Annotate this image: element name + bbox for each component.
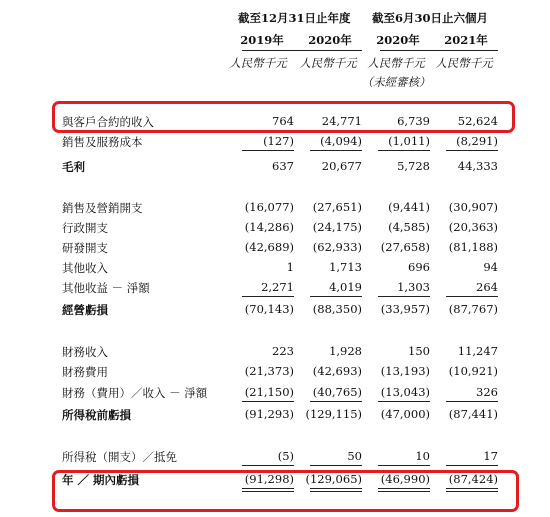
row-value: 326: [476, 385, 498, 399]
row-label: 所得稅（開支）／抵免: [62, 450, 177, 464]
row-value: 24,771: [321, 114, 362, 128]
row-value: (1,011): [388, 134, 430, 148]
row-value: 4,019: [329, 280, 362, 294]
row-value: 50: [347, 449, 362, 463]
row-label: 財務（費用）／收入 － 淨額: [62, 386, 208, 400]
unit-col3: 人民幣千元: [435, 56, 493, 70]
row-value: 696: [408, 260, 430, 274]
row-value: (81,188): [448, 240, 498, 254]
row-value: 1: [286, 260, 294, 274]
table-row: [0, 300, 550, 320]
table-row: [0, 198, 550, 218]
table-row: [0, 157, 550, 177]
header-unaudited-row: [0, 74, 550, 94]
row-label: 財務收入: [62, 345, 108, 359]
row-value: (40,765): [312, 385, 362, 399]
row-value: 20,677: [321, 159, 362, 173]
header-years: [0, 32, 550, 52]
row-value: 5,728: [397, 159, 430, 173]
row-value: (87,424): [448, 472, 498, 486]
row-value: (13,043): [380, 385, 430, 399]
row-value: (8,291): [456, 134, 498, 148]
table-row: [0, 258, 550, 278]
header-units: [0, 55, 550, 75]
table-row: [0, 342, 550, 362]
row-value: (21,373): [244, 364, 294, 378]
row-label: 銷售及營銷開支: [62, 201, 143, 215]
row-value: 1,928: [329, 344, 362, 358]
row-value: 17: [483, 449, 498, 463]
row-value: 1,303: [397, 280, 430, 294]
table-row: [0, 238, 550, 258]
row-value: 637: [272, 159, 294, 173]
unaudited-note: （未經審核）: [361, 75, 431, 89]
row-value: (88,350): [312, 302, 362, 316]
row-value: (47,000): [380, 407, 430, 421]
row-label: 財務費用: [62, 365, 108, 379]
row-value: (4,585): [388, 220, 430, 234]
highlight-loss-box: [52, 470, 519, 512]
row-value: (9,441): [388, 200, 430, 214]
unit-col0: 人民幣千元: [229, 56, 287, 70]
row-label: 其他收入: [62, 261, 108, 275]
table-row: [0, 278, 550, 298]
row-label: 所得稅前虧損: [62, 408, 131, 422]
table-row: [0, 362, 550, 382]
row-value: (91,298): [244, 472, 294, 486]
row-value: 764: [272, 114, 294, 128]
row-value: (62,933): [312, 240, 362, 254]
row-value: (127): [263, 134, 294, 148]
row-value: 6,739: [397, 114, 430, 128]
row-value: (13,193): [380, 364, 430, 378]
highlight-revenue-box: [52, 101, 515, 133]
row-value: (87,441): [448, 407, 498, 421]
header-groups: [0, 10, 550, 30]
row-value: (87,767): [448, 302, 498, 316]
row-label: 行政開支: [62, 221, 108, 235]
row-value: (14,286): [244, 220, 294, 234]
row-value: 44,333: [457, 159, 498, 173]
row-value: (21,150): [244, 385, 294, 399]
row-value: 223: [272, 344, 294, 358]
header-full-year: 截至12月31日止年度: [238, 11, 351, 25]
table-row: [0, 383, 550, 403]
row-value: 264: [476, 280, 498, 294]
unit-col2: 人民幣千元: [367, 56, 425, 70]
header-six-months: 截至6月30日止六個月: [372, 11, 489, 25]
row-value: (42,689): [244, 240, 294, 254]
row-label: 其他收益 － 淨額: [62, 281, 150, 295]
row-value: 11,247: [457, 344, 498, 358]
row-value: (10,921): [448, 364, 498, 378]
row-value: (16,077): [244, 200, 294, 214]
row-value: (27,658): [380, 240, 430, 254]
row-value: (4,094): [320, 134, 362, 148]
row-value: (27,651): [312, 200, 362, 214]
row-value: 52,624: [457, 114, 498, 128]
year-2020b: 2020年: [376, 33, 420, 47]
year-2021: 2021年: [444, 33, 488, 47]
table-row: [0, 218, 550, 238]
row-value: 150: [408, 344, 430, 358]
row-value: (129,065): [305, 472, 362, 486]
row-label: 研發開支: [62, 241, 108, 255]
row-value: 10: [415, 449, 430, 463]
row-value: (30,907): [448, 200, 498, 214]
unit-col1: 人民幣千元: [299, 56, 357, 70]
table-row: [0, 405, 550, 425]
row-value: (24,175): [312, 220, 362, 234]
table-row: [0, 447, 550, 467]
row-value: 94: [483, 260, 498, 274]
row-value: (129,115): [305, 407, 362, 421]
row-value: 2,271: [261, 280, 294, 294]
row-value: (20,363): [448, 220, 498, 234]
row-value: (91,293): [244, 407, 294, 421]
row-label: 年 ／ 期內虧損: [62, 473, 140, 487]
row-label: 經營虧損: [62, 303, 108, 317]
year-2019: 2019年: [240, 33, 284, 47]
row-value: (42,693): [312, 364, 362, 378]
row-label: 與客戶合約的收入: [62, 115, 154, 129]
row-value: (33,957): [380, 302, 430, 316]
row-value: (5): [277, 449, 294, 463]
row-label: 銷售及服務成本: [62, 135, 143, 149]
table-row: [0, 132, 550, 152]
row-value: (46,990): [380, 472, 430, 486]
row-label: 毛利: [62, 160, 85, 174]
year-2020a: 2020年: [308, 33, 352, 47]
row-value: (70,143): [244, 302, 294, 316]
row-value: 1,713: [329, 260, 362, 274]
